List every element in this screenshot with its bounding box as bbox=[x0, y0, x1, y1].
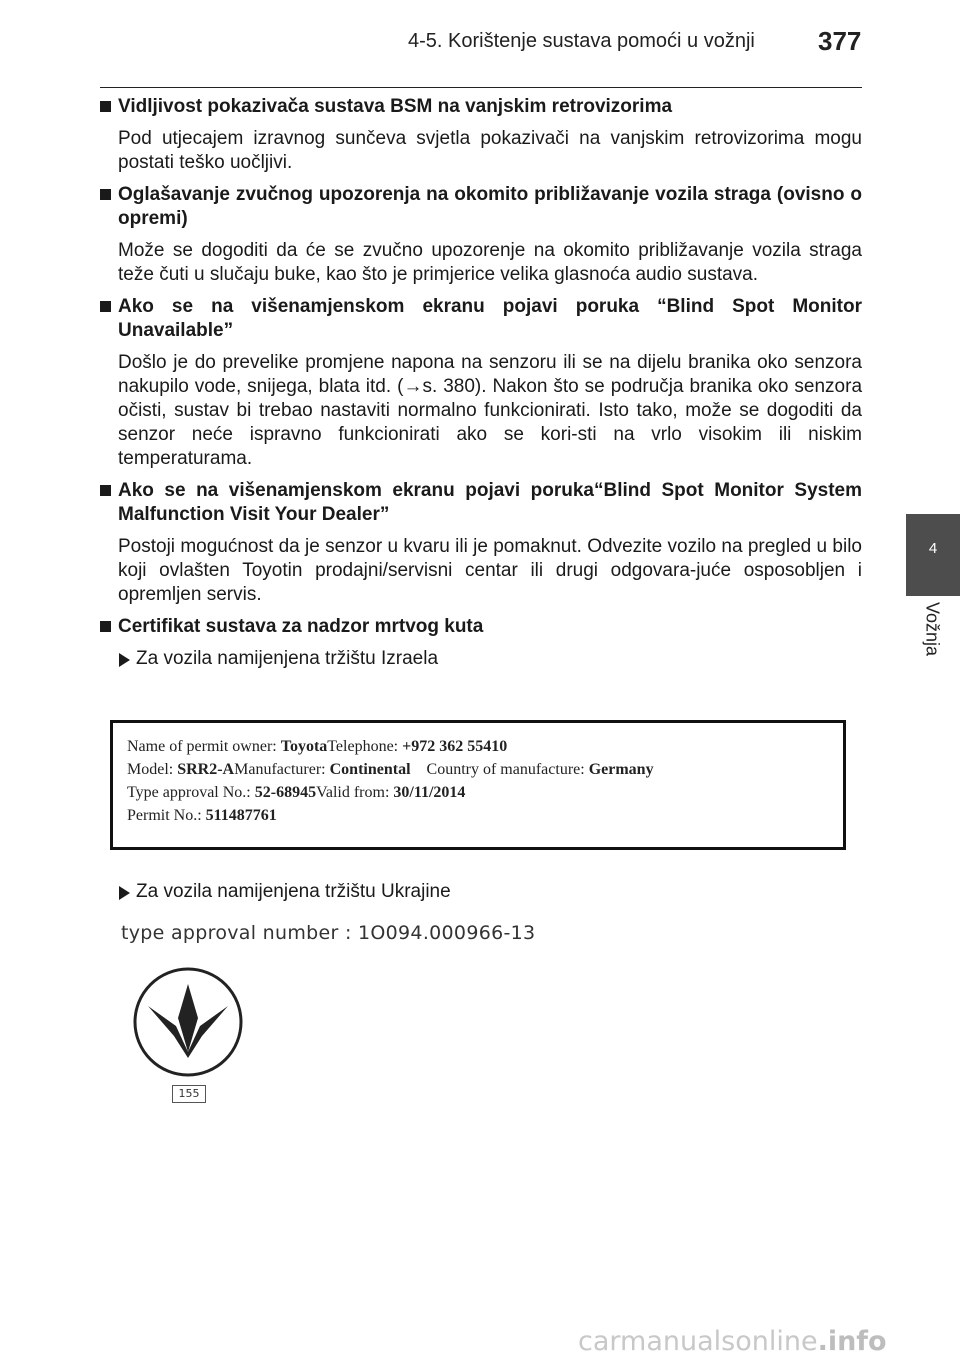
israel-sub-item bbox=[100, 647, 862, 671]
permit-model-value: SRR2-A bbox=[177, 761, 235, 778]
permit-line-model bbox=[127, 758, 654, 781]
section-body: Može se dogoditi da će se zvučno upozorenje na okomito približavanje vozila straga teže čuti u slučaju buke, kao što je primjerice velika glasnoća audio sustava. bbox=[118, 240, 862, 285]
permit-owner-label: Name of permit owner: bbox=[127, 738, 281, 755]
permit-country-value: Germany bbox=[588, 761, 654, 778]
ukraine-approval-number: type approval number : 1O094.000966-13 bbox=[121, 922, 536, 944]
chapter-tab bbox=[906, 514, 960, 596]
israel-label: Za vozila namijenjena tržištu Izraela bbox=[136, 648, 439, 669]
permit-valid-value: 30/11/2014 bbox=[393, 784, 466, 801]
permit-number-label: Permit No.: bbox=[127, 807, 206, 824]
section-body bbox=[100, 351, 862, 471]
permit-owner-value: Toyota bbox=[280, 738, 328, 755]
watermark-suffix: .info bbox=[817, 1326, 887, 1357]
chapter-number: 4 bbox=[928, 540, 938, 557]
permit-text bbox=[127, 735, 654, 827]
permit-manufacturer-label: Manufacturer: bbox=[234, 761, 330, 778]
permit-phone-value: +972 362 55410 bbox=[402, 738, 508, 755]
permit-line-type bbox=[127, 781, 654, 804]
permit-country-label: Country of manufacture: bbox=[426, 761, 589, 778]
permit-type-label: Type approval No.: bbox=[127, 784, 255, 801]
square-bullet-icon bbox=[100, 621, 111, 632]
square-bullet-icon bbox=[100, 101, 111, 112]
heading-text: Ako se na višenamjenskom ekranu pojavi poruka “Blind Spot Monitor Unavailable” bbox=[118, 296, 862, 341]
heading-text: Certifikat sustava za nadzor mrtvog kuta bbox=[118, 616, 484, 637]
section-heading bbox=[100, 183, 862, 231]
section-heading bbox=[100, 95, 862, 119]
heading-text: Ako se na višenamjenskom ekranu pojavi poruka“Blind Spot Monitor System Malfunction Visit Your Dealer” bbox=[118, 480, 862, 525]
header-divider bbox=[100, 87, 862, 88]
ukraine-sub-item bbox=[100, 880, 836, 904]
heading-text: Vidljivost pokazivača sustava BSM na vanjskim retrovizorima bbox=[118, 96, 673, 117]
square-bullet-icon bbox=[100, 485, 111, 496]
square-bullet-icon bbox=[100, 189, 111, 200]
permit-type-value: 52-68945 bbox=[254, 784, 317, 801]
permit-phone-label: Telephone: bbox=[327, 738, 403, 755]
permit-manufacturer-value: Continental bbox=[329, 761, 411, 778]
ukraine-label: Za vozila namijenjena tržištu Ukrajine bbox=[136, 881, 451, 902]
header-section-title: 4-5. Korištenje sustava pomoći u vožnji bbox=[408, 30, 755, 52]
section-body: Postoji mogućnost da je senzor u kvaru ili je pomaknut. Odvezite vozilo na pregled u bilo koji ovlašten Toyotin prodajni/servisni centar ili drugi odgovara-juće osposobljen i opremljen servis. bbox=[118, 536, 862, 605]
watermark-prefix: carmanualsonline bbox=[578, 1326, 818, 1357]
permit-valid-label: Valid from: bbox=[316, 784, 394, 801]
section-bsm-visibility bbox=[100, 95, 862, 175]
permit-model-label: Model: bbox=[127, 761, 178, 778]
triangle-bullet-icon bbox=[119, 886, 130, 900]
section-bsm-unavailable bbox=[100, 295, 862, 471]
permit-line-number bbox=[127, 804, 654, 827]
square-bullet-icon bbox=[100, 301, 111, 312]
section-bsm-malfunction bbox=[100, 479, 862, 607]
body-text-part: Došlo je do prevelike promjene napona na senzoru ili se na dijelu branika oko senzora nakupilo vode, snijega, blata itd. ( bbox=[118, 352, 862, 397]
section-certificate bbox=[100, 615, 862, 671]
ukraine-conformity-mark-icon bbox=[132, 966, 244, 1078]
ukraine-mark-code: 155 bbox=[172, 1085, 206, 1103]
arrow-right-icon: → bbox=[403, 376, 423, 397]
body-text-part: s. 380). Nakon što se područja branika oko senzora očisti, sustav bi trebao nastaviti normalno funkcionirati. Isto tako, može se dogoditi da senzor neće ispravno funkcionirati ako se kori-sti na vrlo visokim ili niskim temperaturama. bbox=[118, 376, 863, 469]
section-body: Pod utjecajem izravnog sunčeva svjetla pokazivači na vanjskim retrovizorima mogu postati teško uočljivi. bbox=[118, 128, 862, 173]
permit-number-value: 511487761 bbox=[205, 807, 277, 824]
israel-permit-box bbox=[110, 720, 846, 850]
section-heading bbox=[100, 295, 862, 343]
page-number: 377 bbox=[818, 26, 862, 56]
section-heading bbox=[100, 615, 862, 639]
heading-text: Oglašavanje zvučnog upozorenja na okomito približavanje vozila straga (ovisno o opremi) bbox=[118, 184, 862, 229]
permit-line-owner bbox=[127, 735, 654, 758]
watermark bbox=[578, 1326, 887, 1357]
triangle-bullet-icon bbox=[119, 653, 130, 667]
section-heading bbox=[100, 479, 862, 527]
section-rear-cross-traffic-alert bbox=[100, 183, 862, 287]
main-content bbox=[100, 95, 862, 674]
chapter-label: Vožnja bbox=[922, 602, 943, 657]
